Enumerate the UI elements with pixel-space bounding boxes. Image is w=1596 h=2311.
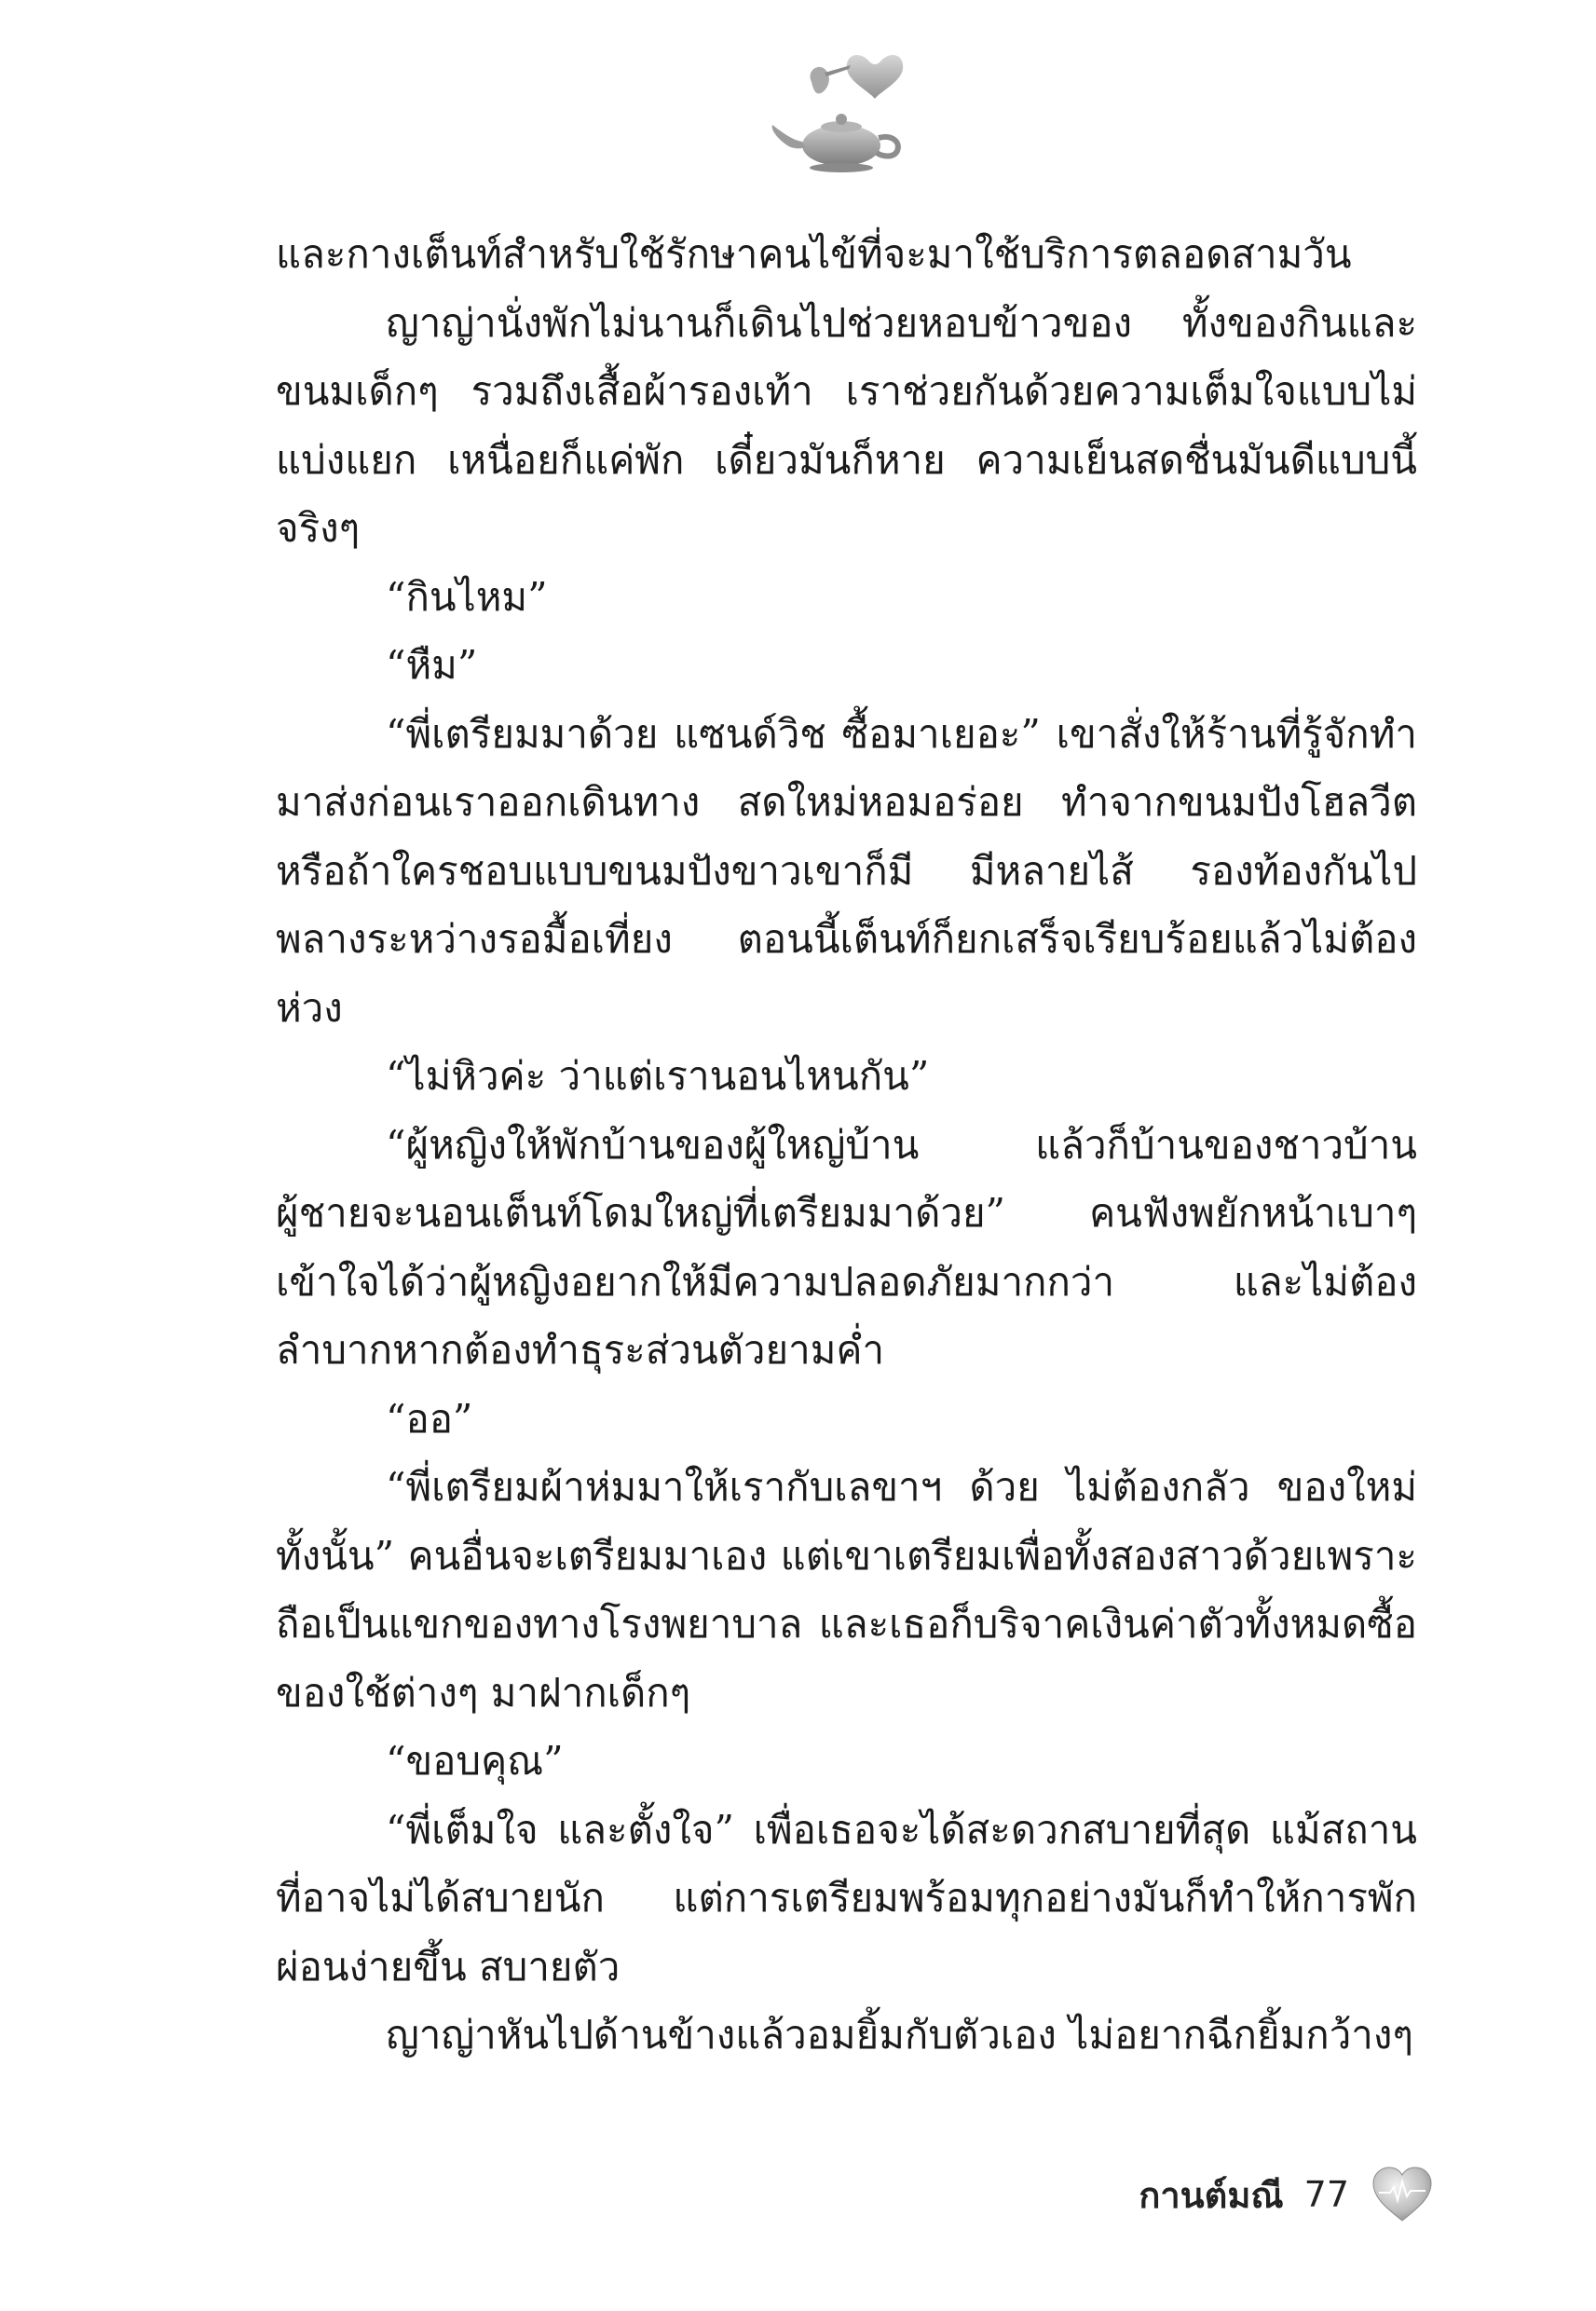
teapot-heart-ornament-icon — [759, 45, 918, 185]
paragraph: “พี่เตรียมมาด้วย แซนด์วิช ซื้อมาเยอะ” เขาสั่งให้ร้านที่รู้จักทำมาส่งก่อนเราออกเดินทาง สดใหม่หอมอร่อย ทำจากขนมปังโฮลวีตหรือถ้าใครชอบแบบขนมปังขาวเขาก็มี มีหลายไส้ รองท้องกันไปพลางระหว่างรอมื้อเที่ยง ตอนนี้เต็นท์ก็ยกเสร็จเรียบร้อยแล้วไม่ต้องห่วง — [276, 710, 1417, 1031]
paragraph: “ไม่หิวค่ะ ว่าแต่เรานอนไหนกัน” — [386, 1053, 930, 1099]
page-footer — [1025, 2153, 1435, 2236]
heartbeat-heart-icon — [1370, 2165, 1435, 2224]
paragraph: ญาญ่านั่งพักไม่นานก็เดินไปช่วยหอบข้าวของ ทั้งของกินและขนมเด็กๆ รวมถึงเสื้อผ้ารองเท้า เราช่วยกันด้วยความเต็มใจแบบไม่แบ่งแยก เหนื่อยก็แค่พัก เดี๋ยวมันก็หาย ความเย็นสดชื่นมันดีแบบนี้จริงๆ — [276, 299, 1417, 551]
paragraph: ญาญ่าหันไปด้านข้างแล้วอมยิ้มกับตัวเอง ไม่อยากฉีกยิ้มกว้างๆ — [386, 2012, 1413, 2058]
paragraph: “พี่เตรียมผ้าห่มมาให้เรากับเลขาฯ ด้วย ไม่ต้องกลัว ของใหม่ทั้งนั้น” คนอื่นจะเตรียมมาเอง แต่เขาเตรียมเพื่อทั้งสองสาวด้วยเพราะถือเป็นแขกของทางโรงพยาบาล และเธอก็บริจาคเงินค่าตัวทั้งหมดซื้อของใช้ต่างๆ มาฝากเด็กๆ — [276, 1464, 1417, 1716]
paragraph: และกางเต็นท์สำหรับใช้รักษาคนไข้ที่จะมาใช้บริการตลอดสามวัน — [276, 231, 1352, 277]
paragraph: “ขอบคุณ” — [386, 1738, 564, 1784]
page-number: 77 — [1303, 2174, 1349, 2215]
paragraph: “กินไหม” — [386, 573, 548, 620]
paragraph: “พี่เต็มใจ และตั้งใจ” เพื่อเธอจะได้สะดวกสบายที่สุด แม้สถานที่อาจไม่ได้สบายนัก แต่การเตรียมพร้อมทุกอย่างมันก็ทำให้การพักผ่อนง่ายขึ้น สบายตัว — [276, 1806, 1417, 1990]
body-text — [276, 220, 1417, 2070]
paragraph: “ผู้หญิงให้พักบ้านของผู้ใหญ่บ้าน แล้วก็บ้านของชาวบ้าน ผู้ชายจะนอนเต็นท์โดมใหญ่ที่เตรียมมาด้วย” คนฟังพยักหน้าเบาๆ เข้าใจได้ว่าผู้หญิงอยากให้มีความปลอดภัยมากกว่า และไม่ต้องลำบากหากต้องทำธุระส่วนตัวยามค่ำ — [276, 1121, 1417, 1373]
paragraph: “ออ” — [386, 1395, 473, 1442]
paragraph: “หืม” — [386, 642, 478, 688]
book-title: กานต์มณี — [1139, 2174, 1284, 2216]
